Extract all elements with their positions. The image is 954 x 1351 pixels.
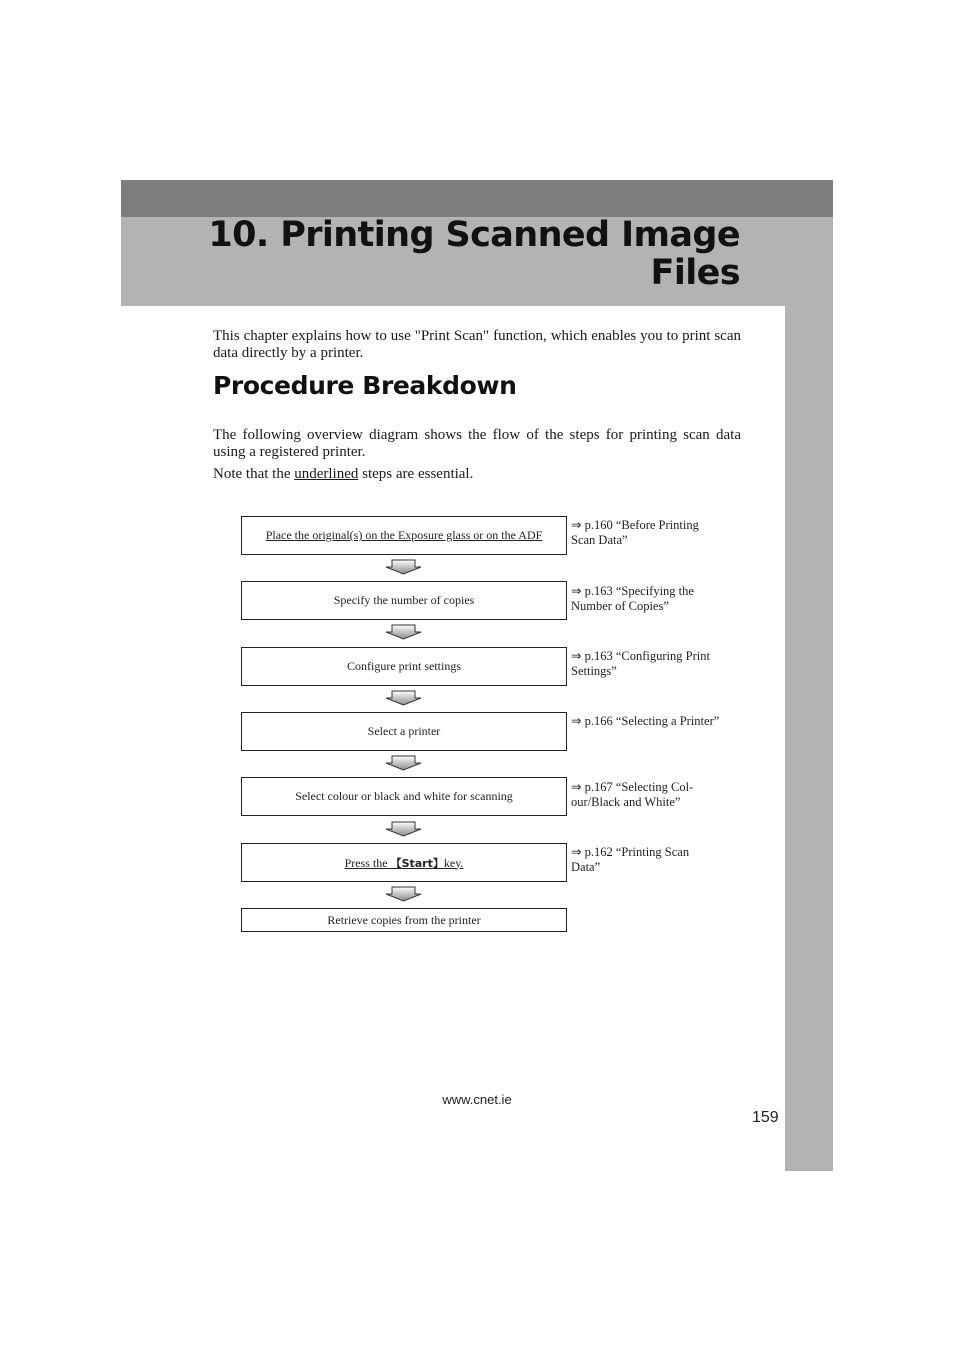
- flow-arrow-down-icon: [385, 624, 422, 640]
- chapter-title-line-2: Files: [650, 253, 740, 293]
- page-number: 159: [752, 1109, 779, 1126]
- note-underlined: underlined: [294, 466, 359, 482]
- flow-step-label: Place the original(s) on the Exposure glass or on the ADF: [265, 528, 543, 542]
- flow-step-press-start: [241, 843, 567, 882]
- flow-step-place-original: [241, 516, 567, 555]
- flow-arrow-down-icon: [385, 886, 422, 902]
- note-suffix: steps are essential.: [358, 466, 474, 482]
- flow-step-ref: ⇒ p.167 “Selecting Col-our/Black and White”: [571, 780, 694, 809]
- flow-step-select-colour: [241, 777, 567, 816]
- section-heading: Procedure Breakdown: [213, 371, 517, 400]
- chapter-side-tab: [785, 306, 833, 1171]
- flow-step-ref: ⇒ p.160 “Before Printing Scan Data”: [571, 518, 699, 547]
- section-description: The following overview diagram shows the flow of the steps for printing scan data using a registered printer.: [213, 427, 741, 460]
- flow-step-ref: ⇒ p.162 “Printing Scan Data”: [571, 845, 690, 874]
- flow-step-configure-print-settings: [241, 647, 567, 686]
- intro-paragraph: This chapter explains how to use "Print Scan" function, which enables you to print scan data directly by a printer.: [213, 328, 741, 361]
- press-label-suffix: key.: [443, 855, 464, 870]
- flow-arrow-down-icon: [385, 755, 422, 771]
- flow-step-label: Retrieve copies from the printer: [327, 912, 481, 927]
- chapter-title-line-1: 10. Printing Scanned Image: [208, 215, 740, 255]
- flow-step-specify-copies: [241, 581, 567, 620]
- flow-step-select-printer: [241, 712, 567, 751]
- flow-step-label: Specify the number of copies: [333, 593, 475, 607]
- flow-arrow-down-icon: [385, 821, 422, 837]
- flow-arrow-down-icon: [385, 559, 422, 575]
- flow-step-ref: ⇒ p.163 “Specifying the Number of Copies”: [571, 584, 694, 613]
- flow-step-label: [345, 855, 464, 871]
- flow-step-ref: ⇒ p.166 “Selecting a Printer”: [571, 714, 720, 728]
- note-prefix: Note that the: [213, 466, 295, 482]
- chapter-title: [140, 216, 740, 292]
- start-key-label: 【Start】: [390, 856, 444, 870]
- flow-step-label: Select colour or black and white for scanning: [295, 789, 513, 803]
- flow-step-label: Select a printer: [367, 724, 441, 738]
- flow-arrow-down-icon: [385, 690, 422, 706]
- footer-url: www.cnet.ie: [442, 1092, 512, 1107]
- essential-note: [213, 466, 741, 483]
- press-label-prefix: Press the: [344, 855, 391, 870]
- flow-step-retrieve-copies: [241, 908, 567, 932]
- chapter-band-dark: [121, 180, 833, 217]
- flow-step-label: Configure print settings: [347, 659, 461, 673]
- flow-step-ref: ⇒ p.163 “Configuring Print Settings”: [571, 649, 710, 678]
